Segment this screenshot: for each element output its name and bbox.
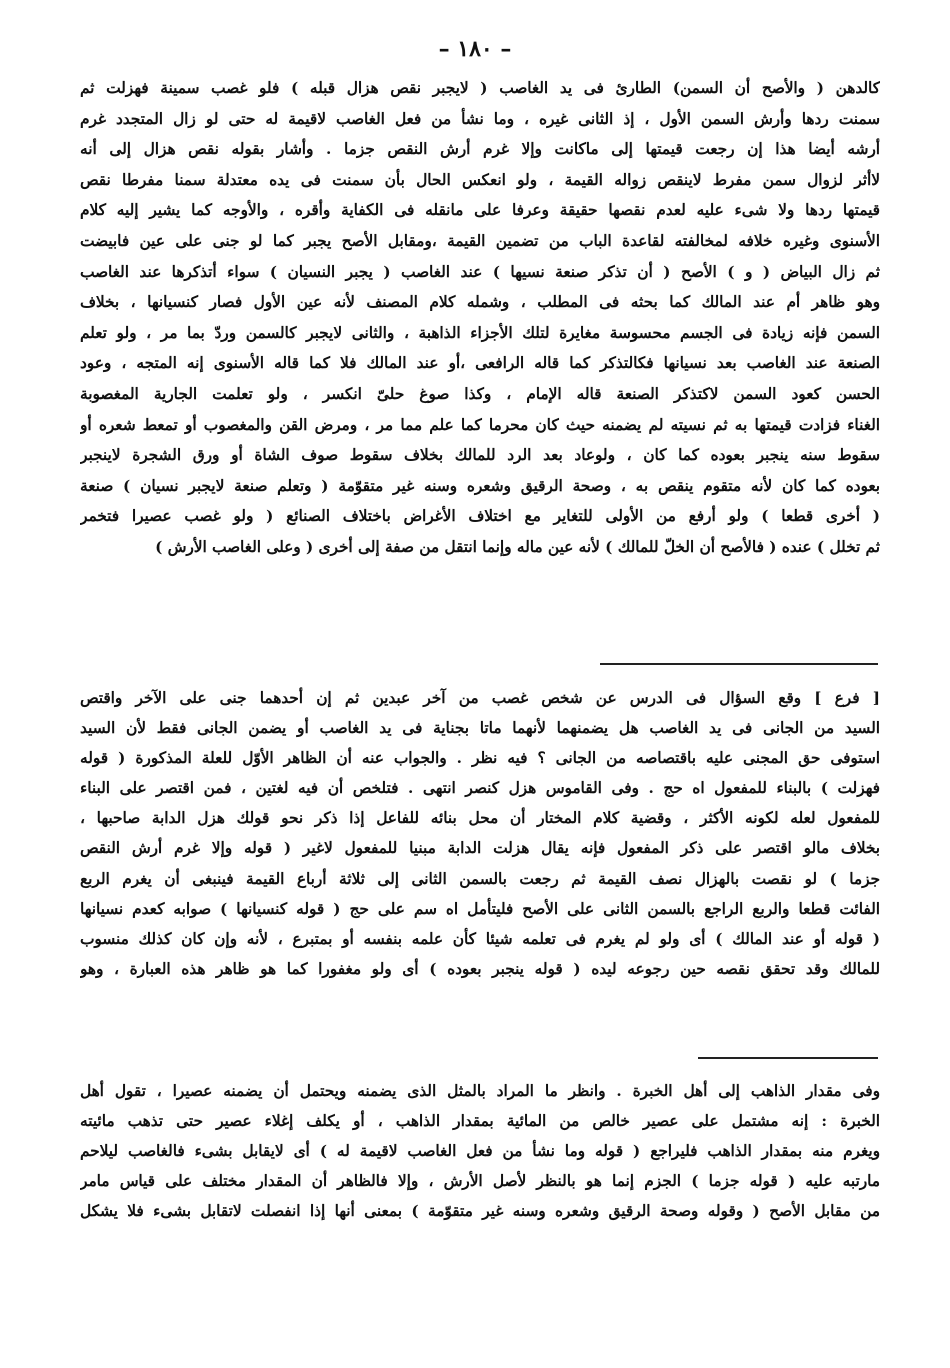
main-text [80,73,880,563]
main-text-line: الصنعة عند الغاصب بعد نسيانها فكالتذكر كما قاله الرافعى ،أو عند المالك فلا كما قاله الأسنوى إنه المتجه ، وعود [80,354,880,373]
main-text-line: كالدهن ( والأصح أن السمن) الطارئ فى يد الغاصب ( لايجبر نقص هزال قبله ) فلو غصب سمينة فهزلت ثم [80,79,880,97]
footnote-line: للمالك وقد تحقق نقصه حين رجوعه ليده ( قوله ينجبر بعوده ) أى ولو مغفورا كما هو ظاهر هذه العبارة ، وهو [80,959,880,978]
footnote-line: الخبرة : إنه مشتمل على عصير خالص من المائية بمقدار الذاهب ، أو يكلف إغلاء عصير حتى تذهب مائيته [80,1112,880,1130]
main-text-line: أرشه أيضا هذا إن رجعت قيمتها إلى ماكانت وإلا غرم أرش النقص جزما . وأشار بقوله نقص هزال إلى أنه [80,140,880,159]
footnote-line: الفائت قطعا والربع الراجع بالسمن الثانى على الأصح فليتأمل اه سم على حج ( قوله كنسيانها ) صوابه كعدم نسيانها [80,899,880,918]
footnote-section-1 [80,683,880,984]
footnote-line: ويغرم منه بمقدار الذاهب فليراجع ( قوله وما نشأ من فعل الغاصب لاقيمة له ) أى لايقابل بشىء فالغاصب ليلاحم [80,1142,880,1160]
footnote-line: وفى مقدار الذاهب إلى أهل الخبرة . وانظر ما المراد بالمثل الذى يضمنه ويحتمل أن يضمنه عصيرا ، تقول أهل [80,1082,880,1100]
footnote-line: فهزلت ) بالبناء للمفعول اه حج . وفى القاموس هزل كنصر انتهى . فتلخص أن فيه لغتين ، فمن اقتصر على البناء [80,779,880,798]
footnote-line: مارتبه عليه ( قوله جزما ) الجزم إنما هو بالنظر لأصل الأرش ، وإلا فالظاهر أن المقدار مختلف على قياس مامر [80,1172,880,1190]
footnote-line: [ فرع ] وقع السؤال فى الدرس عن شخص غصب من آخر عبدين ثم إن أحدهما جنى على الآخر واقتص [80,689,880,707]
footnote-line: بخلاف مالو اقتصر على ذكر المفعول فإنه يقال هزلت الدابة مبنيا للمفعول لاغير ( قوله وإلا غرم أرش النقص [80,839,880,858]
footnote-line: جزما ) لو نقصت بالهزال نصف القيمة ثم رجعت بالسمن الثانى إلى ثلاثة أرباع القيمة فينبغى أن يغرم الربع [80,869,880,888]
footnote-line: للمفعول لعله لكونه الأكثر ، وقضية كلام المختار أن محل بنائه للفاعل إذا ذكر نحو قولك هزل الدابة صاحبها ، [80,809,880,828]
footnote-line: ( قوله أو عند المالك ) أى ولو لم يغرم فى تعلمه شيئا كأن علمه بنفسه أو بمتبرع ، لأنه وإن كان كذلك منسوب [80,929,880,948]
main-text-line: الأسنوى وغيره خلافه لمخالفته لقاعدة الباب من تضمين القيمة ،ومقابل الأصح يجبر كما لو جنى على عين فابيضت [80,231,880,250]
main-text-line: ثم تخلل ) عنده ( فالأصح أن الخلّ للمالك ) لأنه عين ماله وإنما انتقل من صفة إلى أخرى ( وعلى الغاصب الأرش ) [155,537,880,556]
footnote-divider [600,663,878,665]
main-text-line: بعوده كما كان لأنه متقوم ينقص به ، وصحة الرقيق وشعره وسنه غير متقوّمة ( وتعلم صنعة لايجبر نسيان ) صنعة [80,476,880,495]
main-text-line: الغناء فزادت قيمتها به ثم نسيته لم يضمنه حيث كان محرما كما علم مما مر ، ومرض القن والمغصوب أو تمعط شعره أو [80,415,880,434]
footnote-section-2 [80,1076,880,1226]
footnote-divider [698,1057,878,1059]
main-text-line: الحسن كعود السمن لاكتذكر الصنعة قاله الإمام ، وكذا صوغ حلىّ انكسر ، ولو تعلمت الجارية المغصوبة [80,384,880,403]
main-text-line: سمنت ردها وأرش السمن الأول ، إذ الثانى غيره ، وما نشأ من فعل الغاصب لاقيمة له حتى لو زال المتجدد غرم [80,109,880,128]
main-text-line: السمن فإنه زيادة فى الجسم محسوسة مغايرة لتلك الأجزاء الذاهبة ، والثانى لايجبر كالسمن وردّ بما مر ، ولو تعلم [80,323,880,342]
footnote-line: من مقابل الأصح ( وقوله وصحة الرقيق وشعره وسنه غير متقوّمة ) بمعنى أنها إذا انفصلت لاتقابل بشىء فلا يشكل [80,1202,880,1220]
footnote-line: استوفى حق المجنى عليه باقتصاصه من الجانى ؟ فيه نظر . والجواب عنه أن الظاهر الأوّل للعلة المذكورة ( قوله [80,749,880,768]
main-text-line: ( أخرى قطعا ) ولو أرفع من الأولى للتغاير مع اختلاف الأغراض باختلاف الصنائع ( ولو غصب عصيرا فتخمر [80,507,880,526]
footnote-line: السيد من الجانى فى يد الغاصب هل يضمنهما لأنهما ماتا بجناية فى يد الغاصب أو يضمن الجانى فقط لأن السيد [80,719,880,738]
main-text-line: قيمتها ردها ولا شىء عليه لعدم نقصها حقيقة وعرفا على مانقله فى الكفاية وأقره ، والأوجه كما يشير إليه كلام [80,201,880,220]
page-number: – ١٨٠ – [438,36,512,62]
main-text-line: لاأثر لزوال سمن مفرط لاينقص زواله القيمة ، ولو انعكس الحال بأن سمنت فى يده معتدلة سمنا مفرطا نقص [80,170,880,189]
main-text-line: وهو ظاهر أم عند المالك كما بحثه فى المطلب ، وشمله كلام المصنف لأنه عين الأول فصار كنسيانها ، بخلاف [80,293,880,312]
main-text-line: ثم زال البياض ( و ) الأصح ( أن تذكر صنعة نسيها ) عند الغاصب ( يجبر النسيان ) سواء أتذكرها عند الغاصب [80,262,880,281]
main-text-line: سقوط سنه ينجبر بعوده كما كان ، ولوعاد بعد الرد للمالك بخلاف سقوط صوف الشاة أو ورق الشجرة لاينجبر [80,446,880,465]
